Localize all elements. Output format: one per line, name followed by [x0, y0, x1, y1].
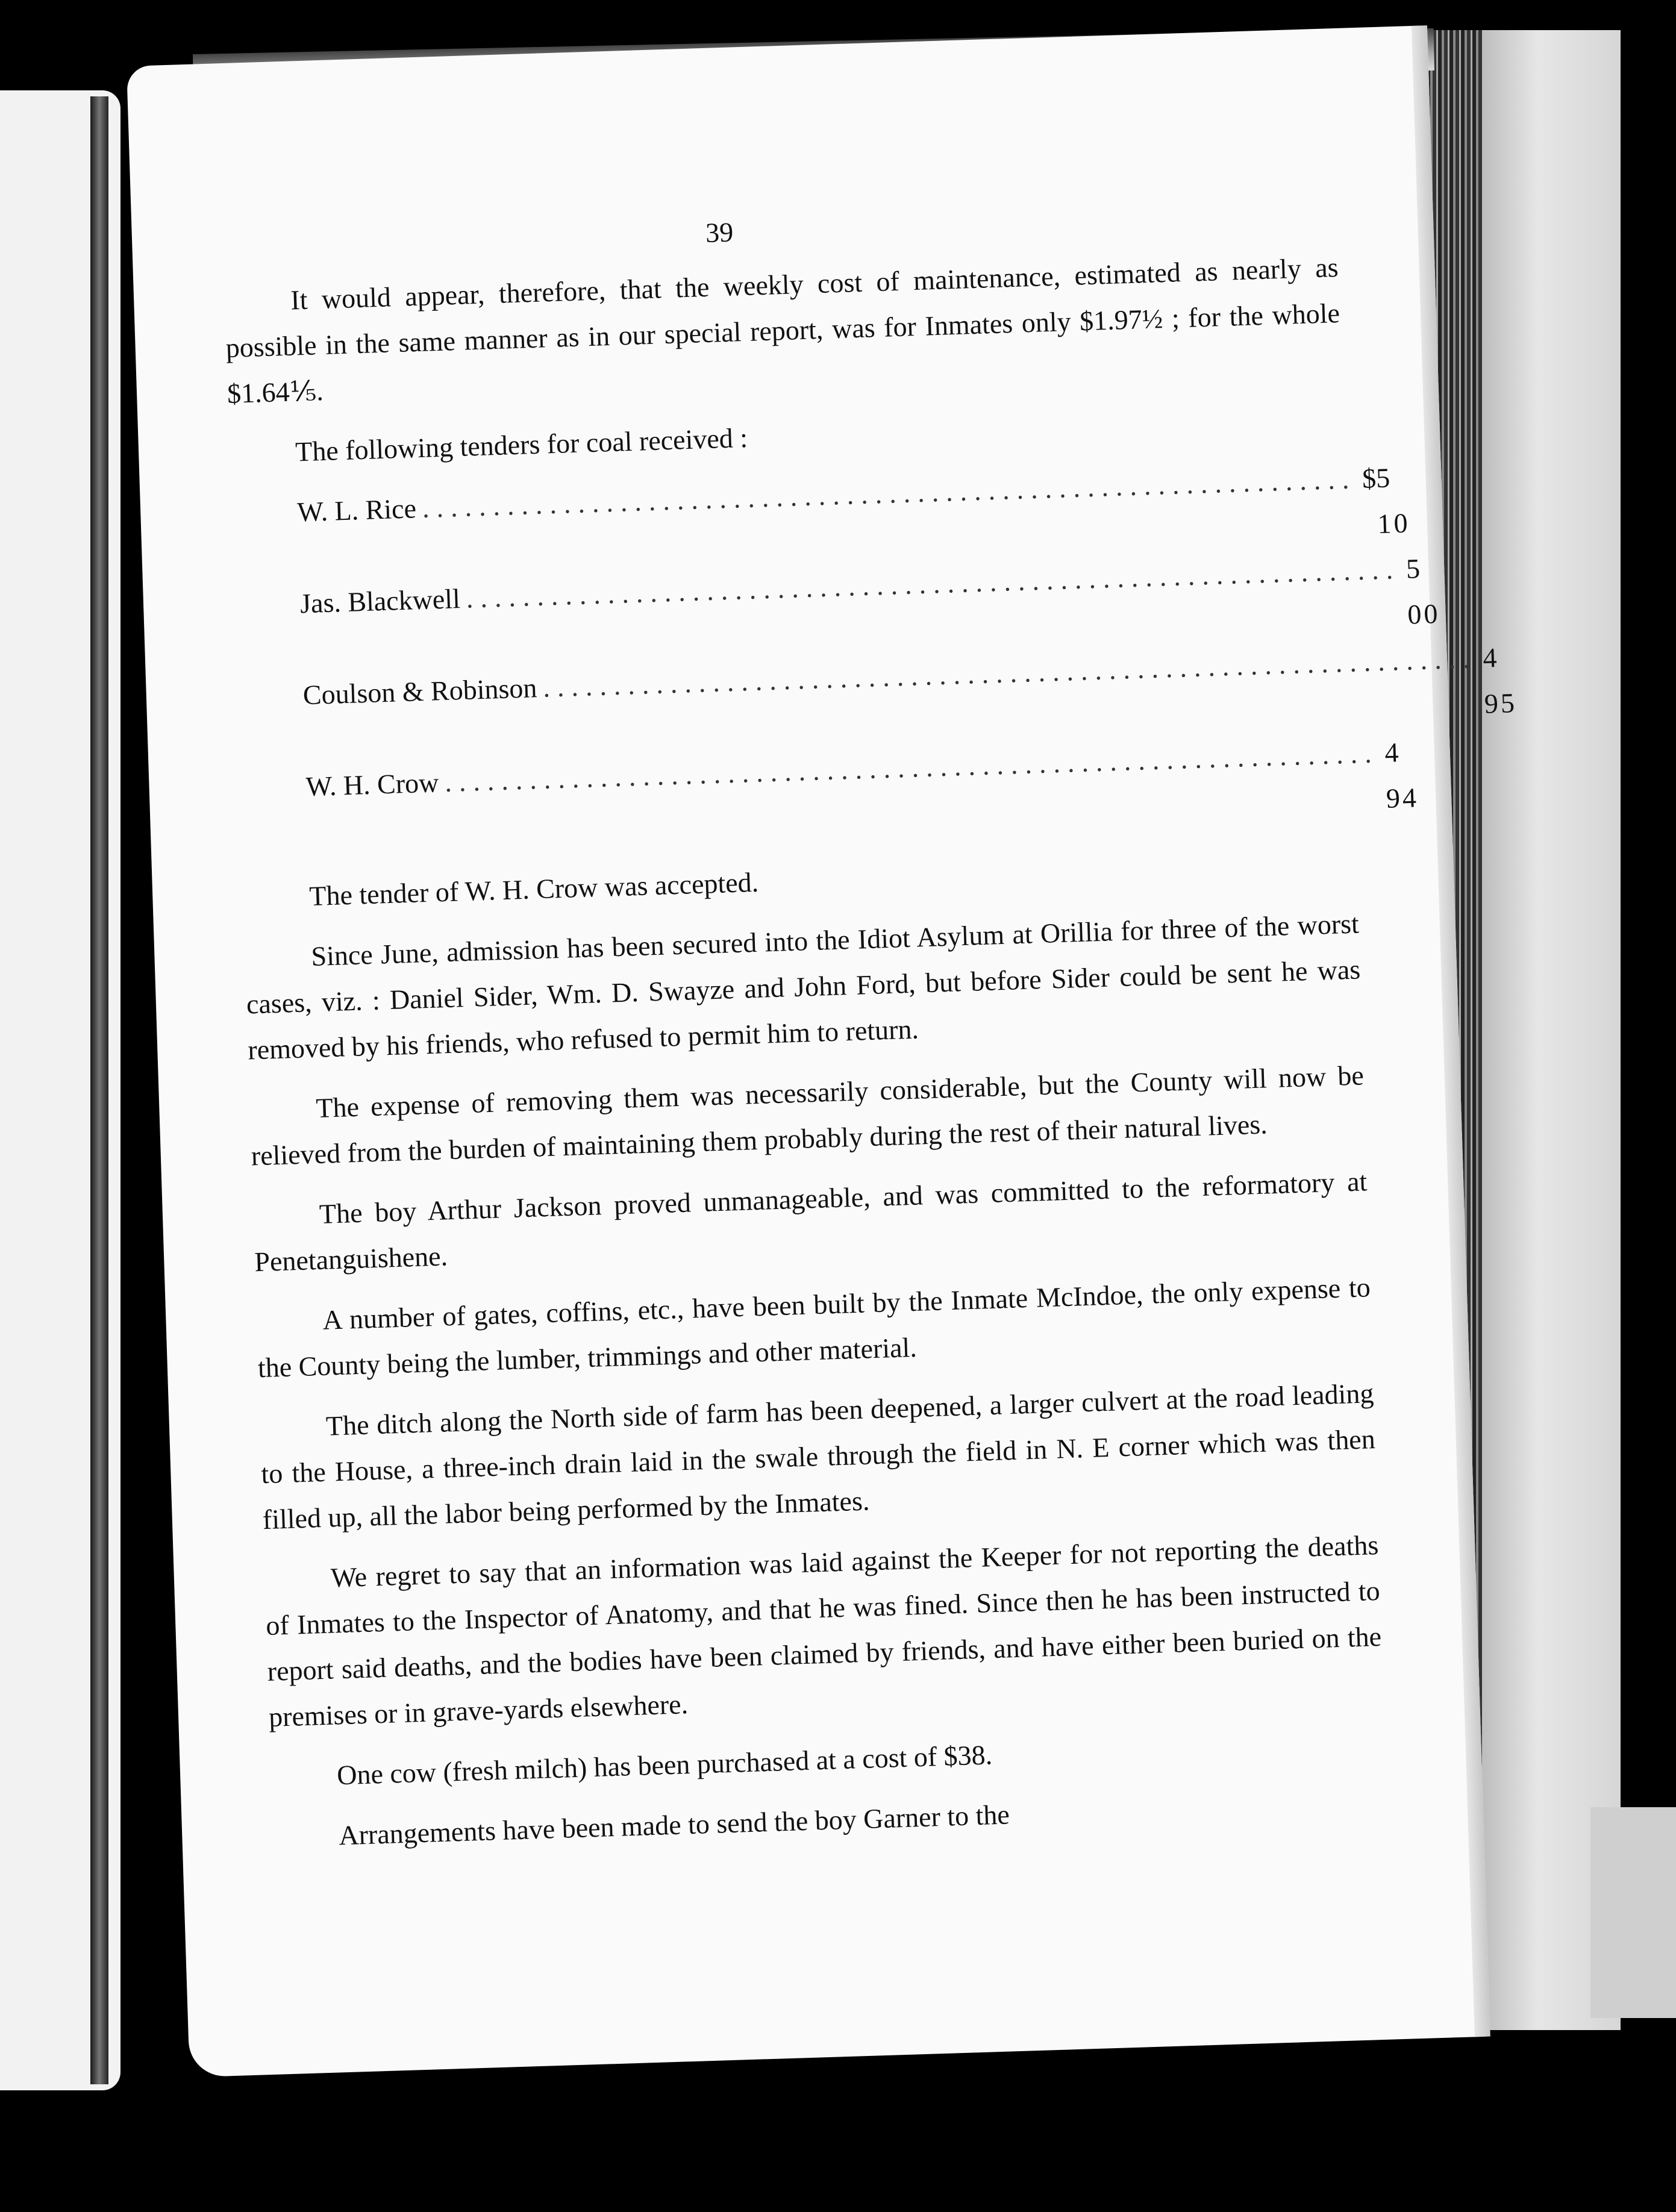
tender-amount: 5 00 [1406, 552, 1441, 630]
paragraph-arrangements: Arrangements have been made to send the boy Garner to the [338, 1799, 1010, 1851]
tender-amount: 4 95 [1482, 642, 1518, 719]
tender-name: Jas. Blackwell [299, 583, 461, 619]
page-number: 39 [705, 216, 734, 248]
leader-dots: .................................................................. [444, 737, 1380, 798]
leader-dots: .................................................................. [542, 643, 1478, 703]
tender-amount: 4 94 [1384, 737, 1419, 814]
right-page-stack [1482, 30, 1621, 2030]
paragraph-ditch: The ditch along the North side of farm has been deepened, a larger culvert at the road leading to the House, a three-inch drain laid in the swale through the field in N. E corner which was then filled up, all the labor being performed by the Inmates. [260, 1378, 1376, 1536]
left-binding [90, 96, 108, 2084]
leader-dots: .................................................................. [422, 463, 1357, 523]
tender-amount: 5 10 [1375, 462, 1411, 540]
paragraph-tenders-intro: The following tenders for coal received : [295, 422, 748, 467]
document-page [127, 25, 1518, 2077]
tender-name: Coulson & Robinson [302, 672, 538, 711]
paragraph-gates-coffins: A number of gates, coffins, etc., have been built by the Inmate McIndoe, the only expense to the County being the lumber, trimmings and other material. [257, 1272, 1371, 1384]
paragraph-cow-purchase: One cow (fresh milch) has been purchased at a cost of $38. [336, 1739, 993, 1791]
tender-name: W. H. Crow [305, 767, 440, 802]
leader-dots: .................................................................. [465, 554, 1401, 614]
paragraph-information-laid: We regret to say that an information was laid against the Keeper for not reporting the deaths of Inmates to the Inspector of Anatomy, and that he was fined. Since then he has been instructed to report said deaths, and the bodies have been claimed by friends, and have either been buried on the premises or in grave-yards elsewhere. [265, 1529, 1382, 1732]
right-page-corner [1590, 1807, 1676, 2018]
tender-currency: $ [1362, 463, 1377, 494]
paragraph-arthur-jackson: The boy Arthur Jackson proved unmanageable, and was committed to the reformatory at Penetanguishene. [254, 1166, 1368, 1278]
tender-name: W. L. Rice [296, 493, 417, 528]
tenders-list [296, 461, 1518, 855]
paragraph-cost-of-maintenance: It would appear, therefore, that the weekly cost of maintenance, estimated as nearly as possible in the same manner as in our special report, was for Inmates only $1.97½ ; for the whole $1.64⅕. [225, 251, 1340, 410]
paragraph-idiot-asylum: Since June, admission has been secured into the Idiot Asylum at Orillia for three of the worst cases, viz. : Daniel Sider, Wm. D. Swayze and John Ford, but before Sider could be sent he was removed by his friends, who refused to permit him to return. [246, 908, 1361, 1066]
paragraph-removal-expense: The expense of removing them was necessarily considerable, but the County will now be relieved from the burden of maintaining them probably during the rest of their natural lives. [251, 1060, 1365, 1172]
page-content [222, 197, 1518, 1875]
paragraph-tender-accepted: The tender of W. H. Crow was accepted. [308, 866, 759, 912]
